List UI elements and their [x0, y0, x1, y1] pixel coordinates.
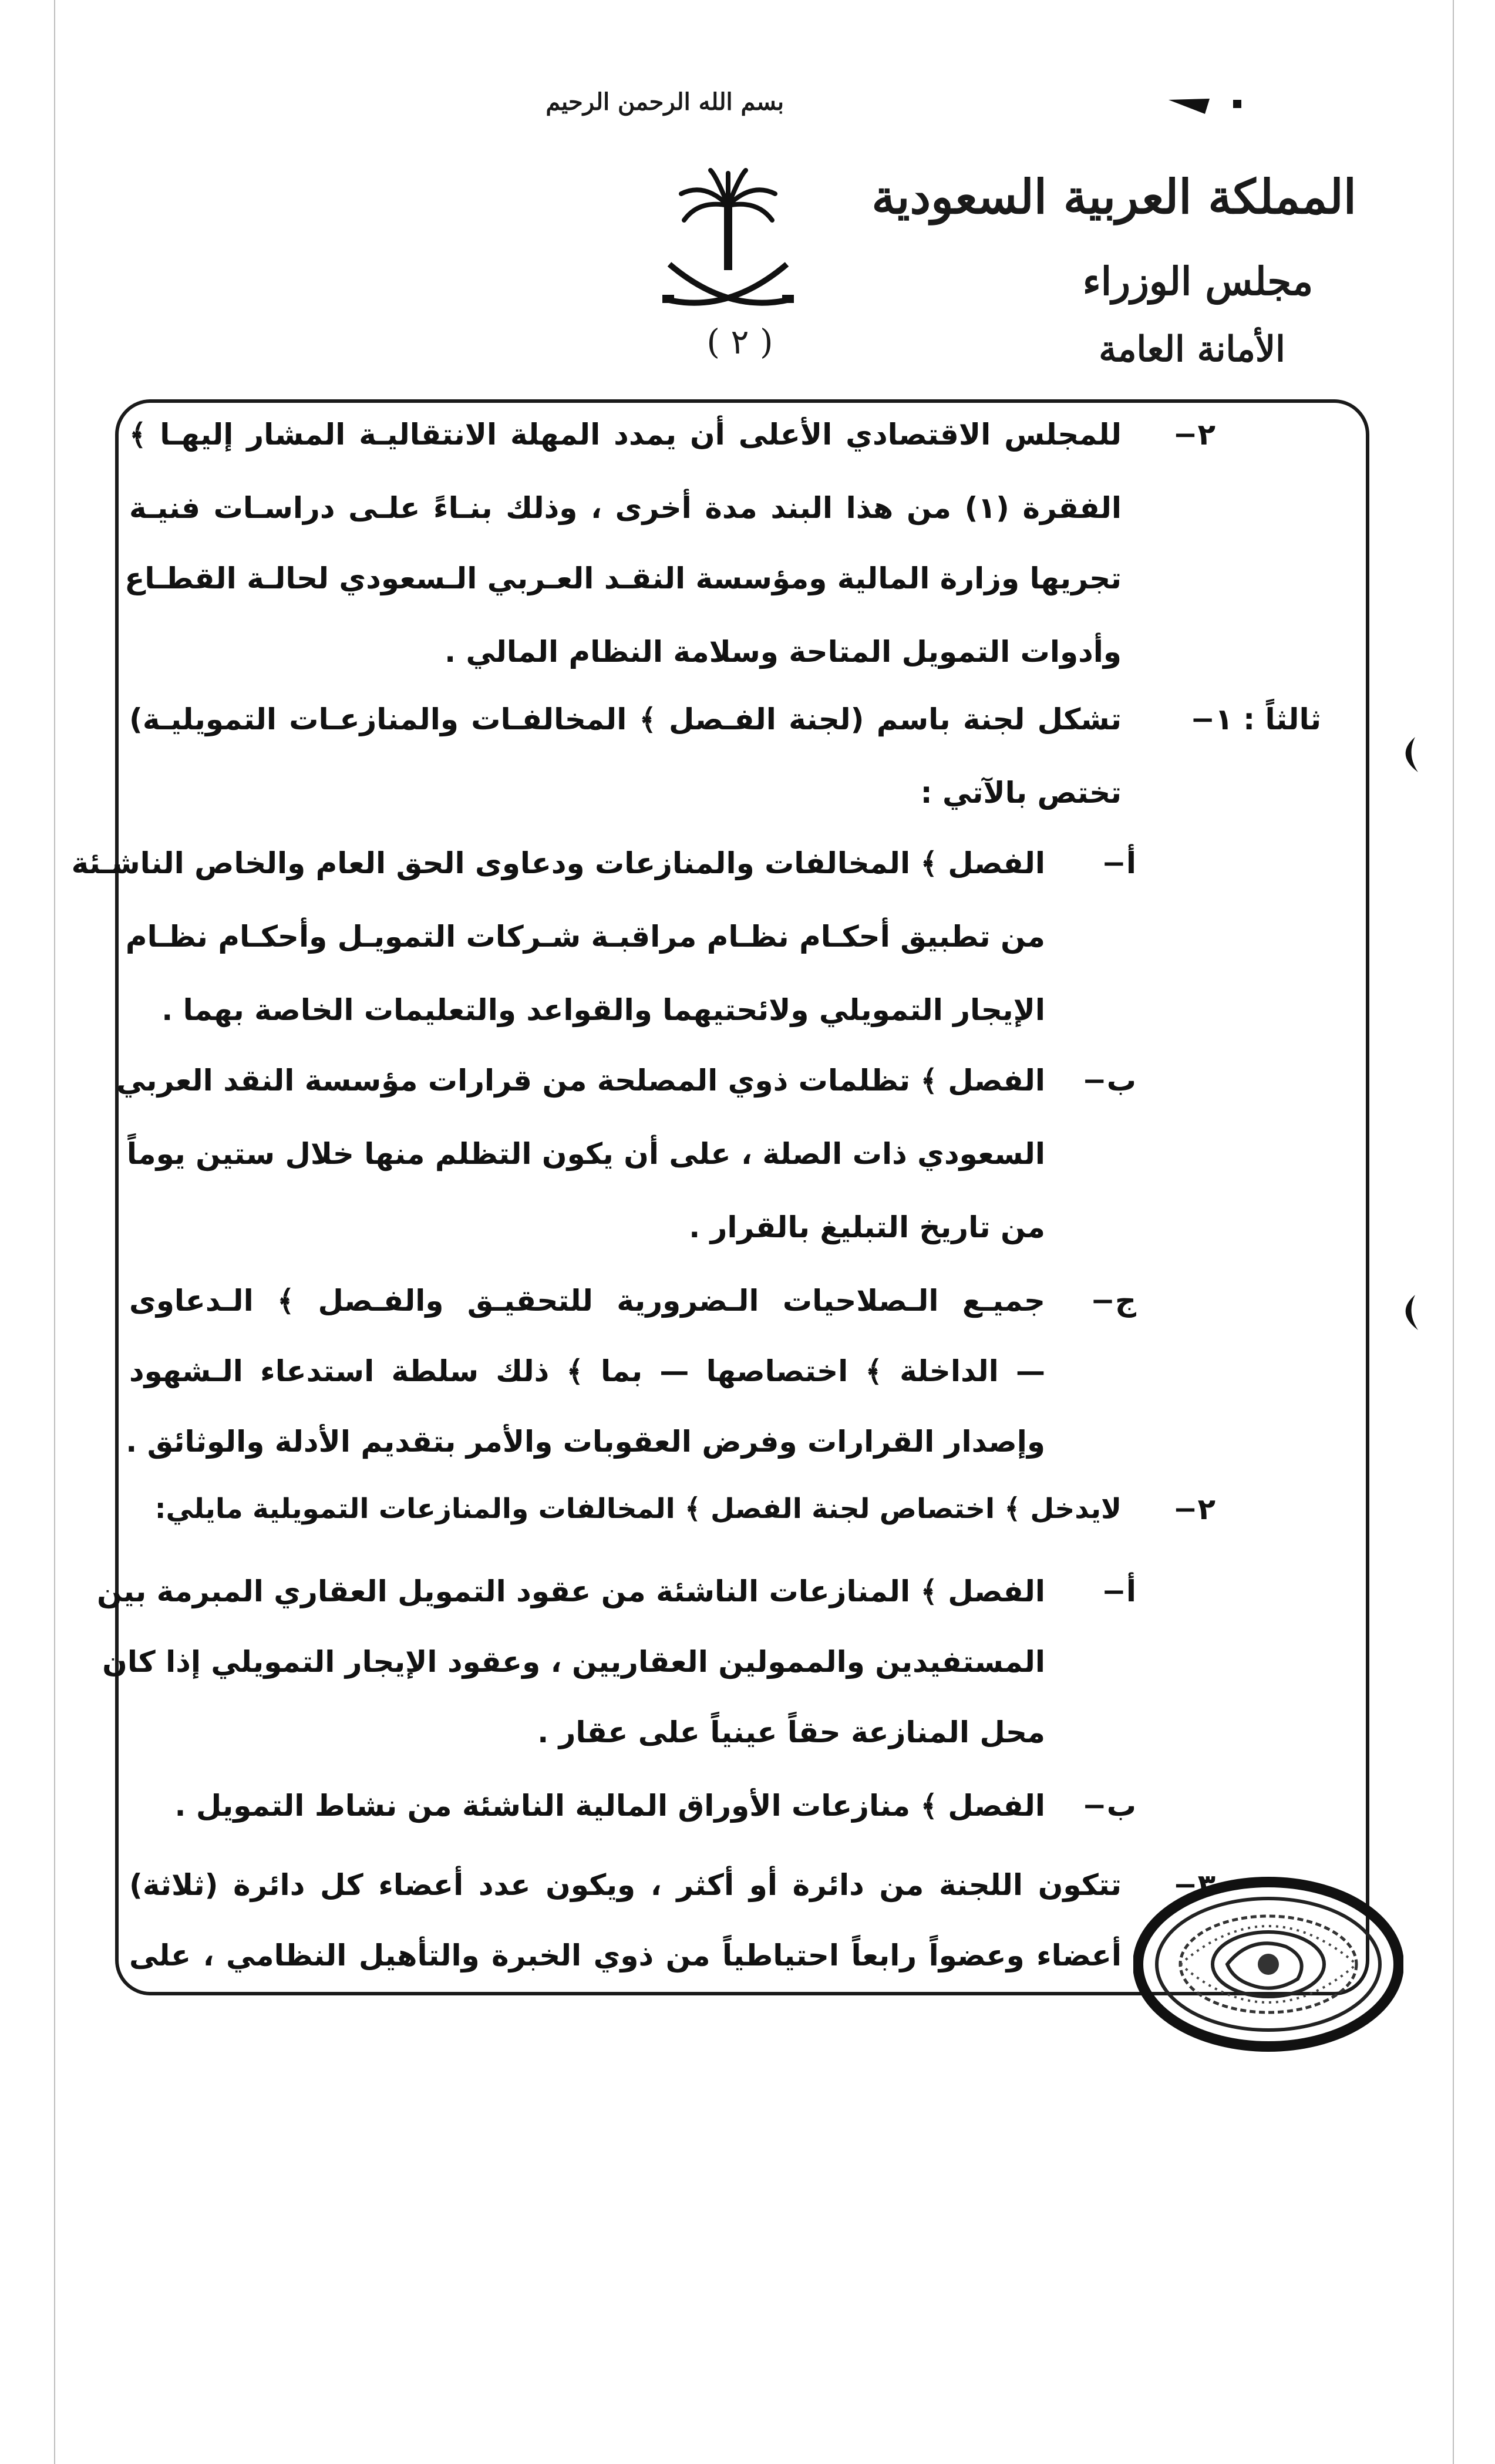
text-row: وأدوات التمويل المتاحة وسلامة النظام المالي . [445, 635, 1122, 669]
item-c-marker: ج− [1090, 1284, 1136, 1318]
text-row: السعودي ذات الصلة ، على أن يكون التظلم منها خلال ستين يوماً [126, 1137, 1045, 1171]
scan-mark-icon [1169, 88, 1262, 123]
text-row: تختص بالآتي : [920, 776, 1122, 810]
binding-hole-icon [1392, 734, 1427, 775]
binding-hole-icon [1392, 1292, 1427, 1333]
text-row: لايدخل ﴾ اختصاص لجنة الفصل ﴾ المخالفات والمنازعات التمويلية مايلي: [154, 1493, 1122, 1525]
text-row: تشكل لجنة باسم (لجنة الفـصل ﴾ المخالفـات والمنازعـات التمويليـة) [129, 702, 1122, 736]
text-row: وإصدار القرارات وفرض العقوبات والأمر بتقديم الأدلة والوثائق . [126, 1425, 1045, 1459]
item-2a-sub-marker: أ− [1101, 1574, 1136, 1608]
item-2b-marker: ٢− [1173, 1492, 1215, 1526]
council-title: مجلس الوزراء [1082, 258, 1314, 304]
text-row: أعضاء وعضواً رابعاً احتياطياً من ذوي الخبرة والتأهيل النظامي ، على [129, 1938, 1122, 1972]
text-row: للمجلس الاقتصادي الأعلى أن يمدد المهلة الانتقاليـة المشار إليهـا ﴾ [129, 418, 1122, 452]
item-2b-sub-marker: ب− [1082, 1789, 1136, 1823]
item-a-marker: أ− [1101, 846, 1136, 880]
text-row: الفقرة (١) من هذا البند مدة أخرى ، وذلك بنـاءً علـى دراسـات فنيـة [129, 491, 1122, 525]
secretariat-title: الأمانة العامة [1099, 329, 1285, 370]
text-row: الفصل ﴾ منازعات الأوراق المالية الناشئة من نشاط التمويل . [174, 1789, 1045, 1823]
text-row: الفصل ﴾ المخالفات والمنازعات ودعاوى الحق العام والخاص الناشـئة [71, 846, 1045, 880]
text-row: من تطبيق أحكـام نظـام مراقبـة شـركات التمويـل وأحكـام نظـام [125, 920, 1045, 954]
item-b-marker: ب− [1082, 1063, 1136, 1098]
margin-line-right [1453, 0, 1454, 2464]
palm-and-swords-emblem-icon [658, 164, 799, 323]
section-3-item-1-marker: ثالثاً : ١− [1190, 702, 1321, 736]
margin-line-left [54, 0, 55, 2464]
item-3-marker: ٣− [1173, 1868, 1215, 1902]
text-row: المستفيدين والممولين العقاريين ، وعقود الإيجار التمويلي إذا كان [102, 1645, 1045, 1679]
text-row: تتكون اللجنة من دائرة أو أكثر ، ويكون عدد أعضاء كل دائرة (ثلاثة) [129, 1868, 1122, 1902]
page-number: ( ٢ ) [706, 322, 773, 362]
text-row: الإيجار التمويلي ولائحتيهما والقواعد والتعليمات الخاصة بهما . [161, 993, 1045, 1027]
kingdom-title: المملكة العربية السعودية [871, 169, 1356, 224]
text-row: جميـع الـصلاحيات الـضرورية للتحقيـق والفـصل ﴾ الـدعاوى [129, 1284, 1045, 1318]
item-2-marker: ٢− [1173, 418, 1215, 452]
basmala: بسم الله الرحمن الرحيم [546, 88, 784, 116]
text-row: الفصل ﴾ المنازعات الناشئة من عقود التمويل العقاري المبرمة بين [97, 1574, 1045, 1608]
text-row: تجريها وزارة المالية ومؤسسة النقـد العـربي الـسعودي لحالـة القطـاع [124, 561, 1122, 595]
text-row: — الداخلة ﴾ اختصاصها — بما ﴾ ذلك سلطة استدعاء الـشهود [129, 1354, 1045, 1388]
text-row: الفصل ﴾ تظلمات ذوي المصلحة من قرارات مؤسسة النقد العربي [116, 1063, 1045, 1098]
official-seal-stamp-icon [1133, 1876, 1403, 2052]
text-row: محل المنازعة حقاً عينياً على عقار . [537, 1715, 1045, 1749]
text-row: من تاريخ التبليغ بالقرار . [689, 1210, 1045, 1244]
